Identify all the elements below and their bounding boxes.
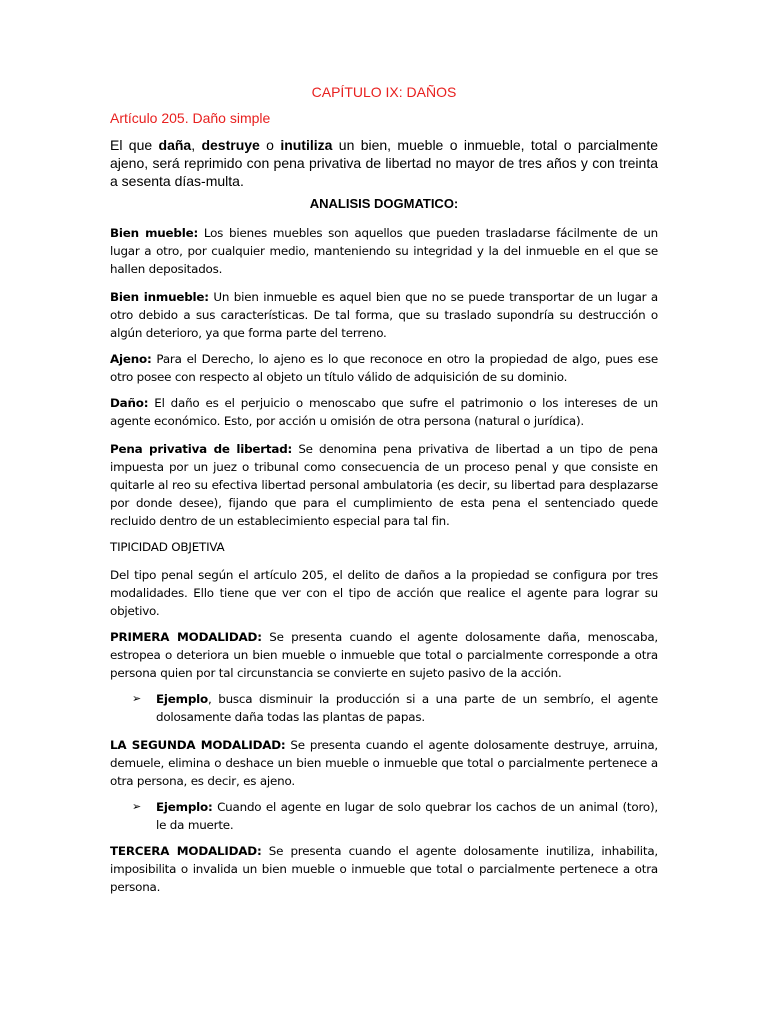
section-heading: ANALISIS DOGMATICO: bbox=[309, 196, 459, 211]
article-title: Artículo 205. Daño simple bbox=[110, 110, 271, 126]
segunda-modalidad: LA SEGUNDA MODALIDAD: Se presenta cuando el agente dolosamente destruye, arruina, demuele, elimina o deshace un bien mueble o inmueble que total o parcialmente pertenece a otra persona, es decir, es ajeno. bbox=[110, 738, 658, 788]
keyword-destruye: destruye bbox=[201, 137, 260, 153]
definition-ajeno: Ajeno: Para el Derecho, lo ajeno es lo que reconoce en otro la propiedad de algo, pues ese otro posee con respecto al objeto un título válido de adquisición de su dominio. bbox=[110, 352, 658, 384]
arrow-bullet-icon: ➢ bbox=[132, 692, 142, 705]
primera-modalidad: PRIMERA MODALIDAD: Se presenta cuando el agente dolosamente daña, menoscaba, estropea o deteriora un bien mueble o inmueble que total o parcialmente corresponde a otra persona quien por tal circunstancia se convierte en sujeto pasivo de la acción. bbox=[110, 630, 658, 680]
definition-bien-inmueble: Bien inmueble: Un bien inmueble es aquel bien que no se puede transportar de un lugar a otro debido a sus características. De tal forma, que su traslado supondría su destrucción o algún deterioro, ya que forma parte del terreno. bbox=[110, 290, 658, 340]
tercera-modalidad: TERCERA MODALIDAD: Se presenta cuando el agente dolosamente inutiliza, inhabilita, imposibilita o invalida un bien mueble o inmueble que total o parcialmente pertenece a otra persona. bbox=[110, 844, 658, 894]
keyword-dana: daña bbox=[158, 137, 192, 153]
definition-dano: Daño: El daño es el perjuicio o menoscabo que sufre el patrimonio o los intereses de un agente económico. Esto, por acción u omisión de otra persona (natural o jurídica). bbox=[110, 396, 658, 428]
chapter-title: CAPÍTULO IX: DAÑOS bbox=[311, 84, 457, 100]
article-text: El que daña, destruye o inutiliza un bien, mueble o inmueble, total o parcialmente ajeno, será reprimido con pena privativa de libertad no mayor de tres años y con treinta a sesenta días-multa. bbox=[110, 137, 658, 189]
tipicidad-heading: TIPICIDAD OBJETIVA bbox=[110, 540, 225, 554]
definition-bien-mueble: Bien mueble: Los bienes muebles son aquellos que pueden trasladarse fácilmente de un lugar a otro, por cualquier medio, manteniendo su integridad y la del inmueble en el que se hallen depositados. bbox=[110, 226, 658, 276]
tipicidad-text: Del tipo penal según el artículo 205, el delito de daños a la propiedad se configura por tres modalidades. Ello tiene que ver con el tipo de acción que realice el agente para lograr su objetivo. bbox=[110, 568, 658, 618]
keyword-inutiliza: inutiliza bbox=[280, 137, 333, 153]
arrow-bullet-icon: ➢ bbox=[132, 800, 142, 813]
definition-pena-privativa: Pena privativa de libertad: Se denomina pena privativa de libertad a un tipo de pena impuesta por un juez o tribunal como consecuencia de un proceso penal y que consiste en quitarle al reo su efectiva libertad personal ambulatoria (es decir, su libertad para desplazarse por donde desee), fijando que para el cumplimiento de esta pena el sentenciado quede recluido dentro de un establecimiento especial para tal fin. bbox=[110, 442, 658, 528]
